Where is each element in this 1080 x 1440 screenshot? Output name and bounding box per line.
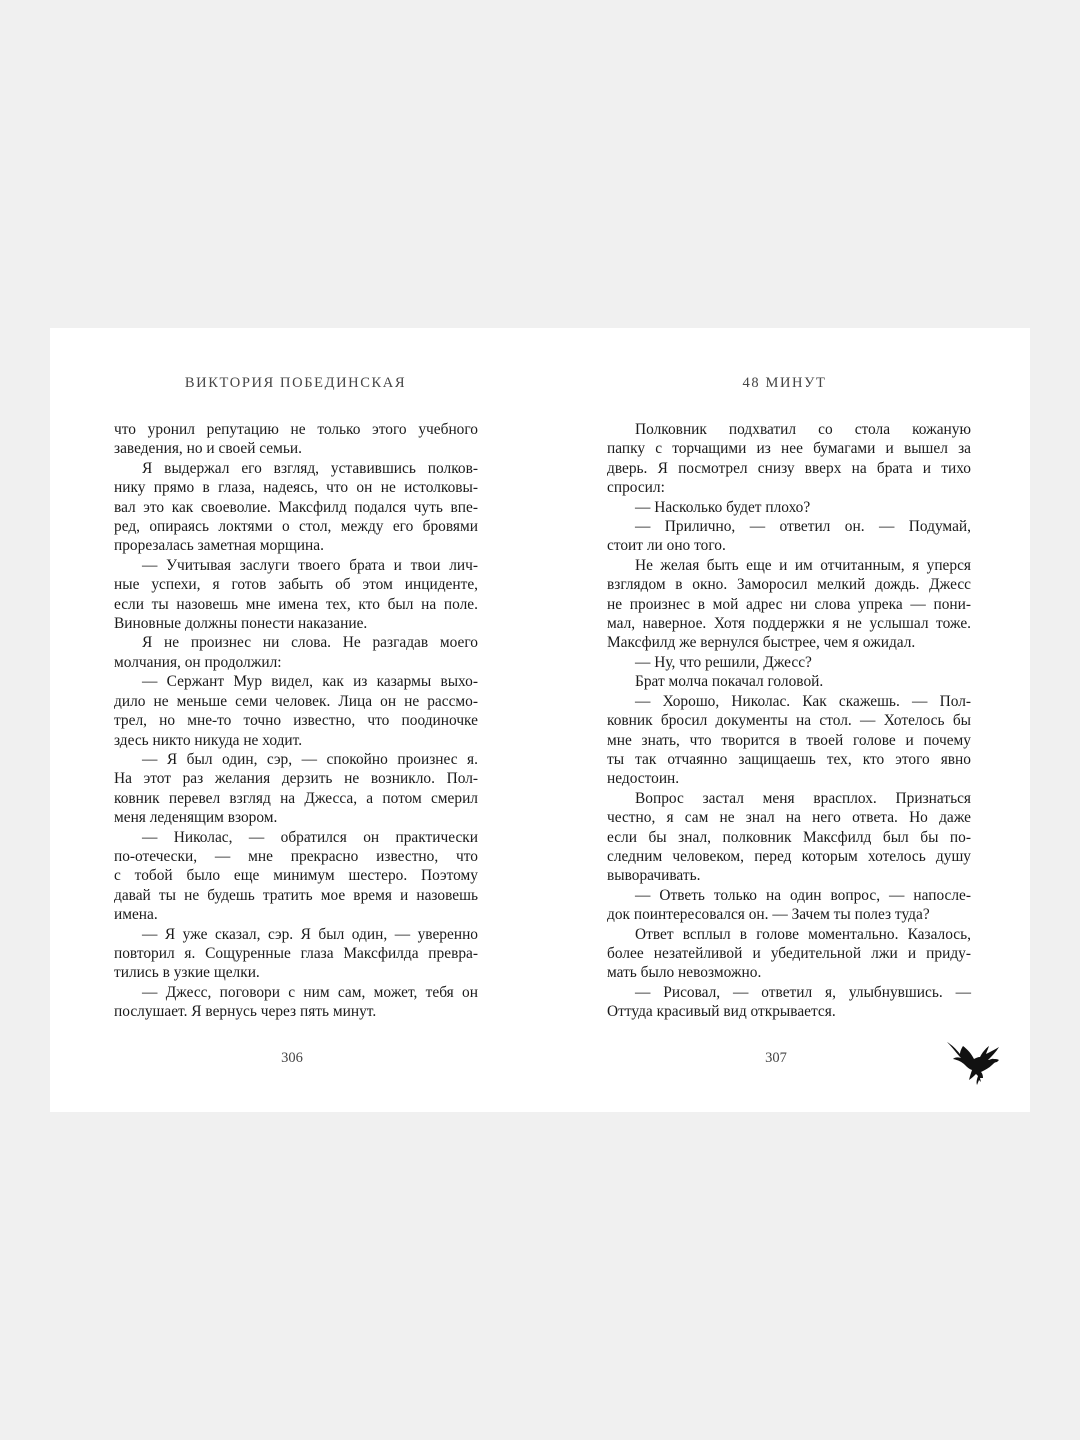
text-line: Максфилд же вернулся быстрее, чем я ожидал. [607,634,916,652]
text-line: — Ответь только на один вопрос, — напосле- [635,886,971,904]
text-line: — Николас, — обратился он практически [142,828,478,846]
text-line: нику прямо в глаза, надеясь, что он не истолковы- [114,479,478,497]
text-line: — Прилично, — ответил он. — Подумай, [635,518,971,536]
text-line: давай ты не будешь тратить мое время и назовешь [114,886,478,904]
text-line: молчания, он продолжил: [114,653,282,671]
text-line: если бы знал, полковник Максфилд был бы по- [607,828,971,846]
text-line: с тобой было еще минимум шестеро. Поэтому [114,867,478,885]
text-line: папку с торчащими из нее бумагами и вышел за [607,440,971,458]
text-line: недостоин. [607,770,680,788]
text-line: — Ну, что решили, Джесс? [635,653,812,671]
book-spread [50,328,1030,1112]
text-line: прорезалась заметная морщина. [114,537,324,555]
left-page [50,328,540,1112]
text-line: ты так отчаянно защищаешь тех, кто этого явно [607,750,971,768]
text-line: Виновные должны понести наказание. [114,615,368,633]
text-line: более незатейливой и убедительной лжи и приду- [607,944,971,962]
text-line: не произнес в мой адрес ни слова упрека — пони- [607,595,971,613]
text-line: док поинтересовался он. — Зачем ты полез туда? [607,906,930,924]
text-line: трел, но мне-то точно известно, что поодиночке [114,712,478,730]
text-line: ковник бросил документы на стол. — Хотелось бы [607,712,971,730]
text-line: выворачивать. [607,867,701,885]
text-line: имена. [114,906,158,924]
text-line: если ты назовешь мне имена тех, кто был на поле. [114,595,478,613]
text-line: стоит ли оно того. [607,537,726,555]
running-head-author: ВИКТОРИЯ ПОБЕДИНСКАЯ [184,375,407,391]
text-line: — Хорошо, Николас. Как скажешь. — Пол- [635,692,971,710]
left-page-text [114,420,478,1022]
text-line: Ответ всплыл в голове моментально. Казалось, [635,925,971,943]
text-line: — Рисовал, — ответил я, улыбнувшись. — [635,983,971,1001]
text-line: мать было невозможно. [607,964,762,982]
raven-icon [945,1038,1001,1088]
right-page-text [607,420,971,1022]
text-line: ковник перевел взгляд на Джесса, а потом смерил [114,789,478,807]
text-line: меня леденящим взором. [114,809,278,827]
running-head-title: 48 МИНУТ [742,375,827,391]
text-line: — Джесс, поговори с ним сам, может, тебя он [142,983,478,1001]
text-line: заведения, но и своей семьи. [114,440,302,458]
text-line: — Учитывая заслуги твоего брата и твои лич- [142,556,478,574]
text-line: что уронил репутацию не только этого учебного [114,421,478,438]
text-line: Вопрос застал меня врасплох. Признаться [635,789,971,807]
text-line: Я не произнес ни слова. Не разгадав моего [142,634,478,652]
text-line: по-отечески, — мне прекрасно известно, что [114,847,478,865]
text-line: повторил я. Сощуренные глаза Максфилда превра- [114,944,478,962]
text-line: — Сержант Мур видел, как из казармы выхо- [142,673,478,691]
text-line: Полковник подхватил со стола кожаную [635,421,971,438]
text-line: — Насколько будет плохо? [635,498,811,516]
text-line: мне знать, что творится в твоей голове и почему [607,731,971,749]
page-number-right: 307 [765,1050,787,1066]
text-line: Оттуда красивый вид открывается. [607,1003,836,1021]
text-line: спросил: [607,479,665,497]
text-line: ред, опираясь локтями о стол, между его бровями [114,518,478,536]
text-line: — Я был один, сэр, — спокойно произнес я. [142,750,478,768]
text-line: Брат молча покачал головой. [635,673,824,691]
page-number-left: 306 [281,1050,303,1066]
text-line: следним человеком, перед которым хотелось душу [607,847,971,865]
text-line: взглядом в окно. Заморосил мелкий дождь. Джесс [607,576,971,594]
text-line: ные успехи, я готов забыть об этом инциденте, [114,576,478,594]
text-line: — Я уже сказал, сэр. Я был один, — уверенно [142,925,478,943]
text-line: дило не меньше семи человек. Лица он не рассмо- [114,692,478,710]
text-line: дверь. Я посмотрел снизу вверх на брата и тихо [607,459,971,477]
text-line: На этот раз желания дерзить не возникло. Пол- [114,770,478,788]
text-line: честно, я сам не знал на него ответа. Но даже [607,809,971,827]
text-line: послушает. Я вернусь через пять минут. [114,1003,377,1021]
text-line: мал, наверное. Хотя поддержки я не услышал тоже. [607,615,971,633]
text-line: вал это как своеволие. Максфилд подался чуть впе- [114,498,478,516]
text-line: Не желая быть еще и им отчитанным, я уперся [635,556,971,574]
text-line: здесь никто никуда не ходит. [114,731,303,749]
text-line: Я выдержал его взгляд, уставившись полков- [142,459,478,477]
text-line: тились в узкие щелки. [114,964,260,982]
right-page [540,328,1030,1112]
